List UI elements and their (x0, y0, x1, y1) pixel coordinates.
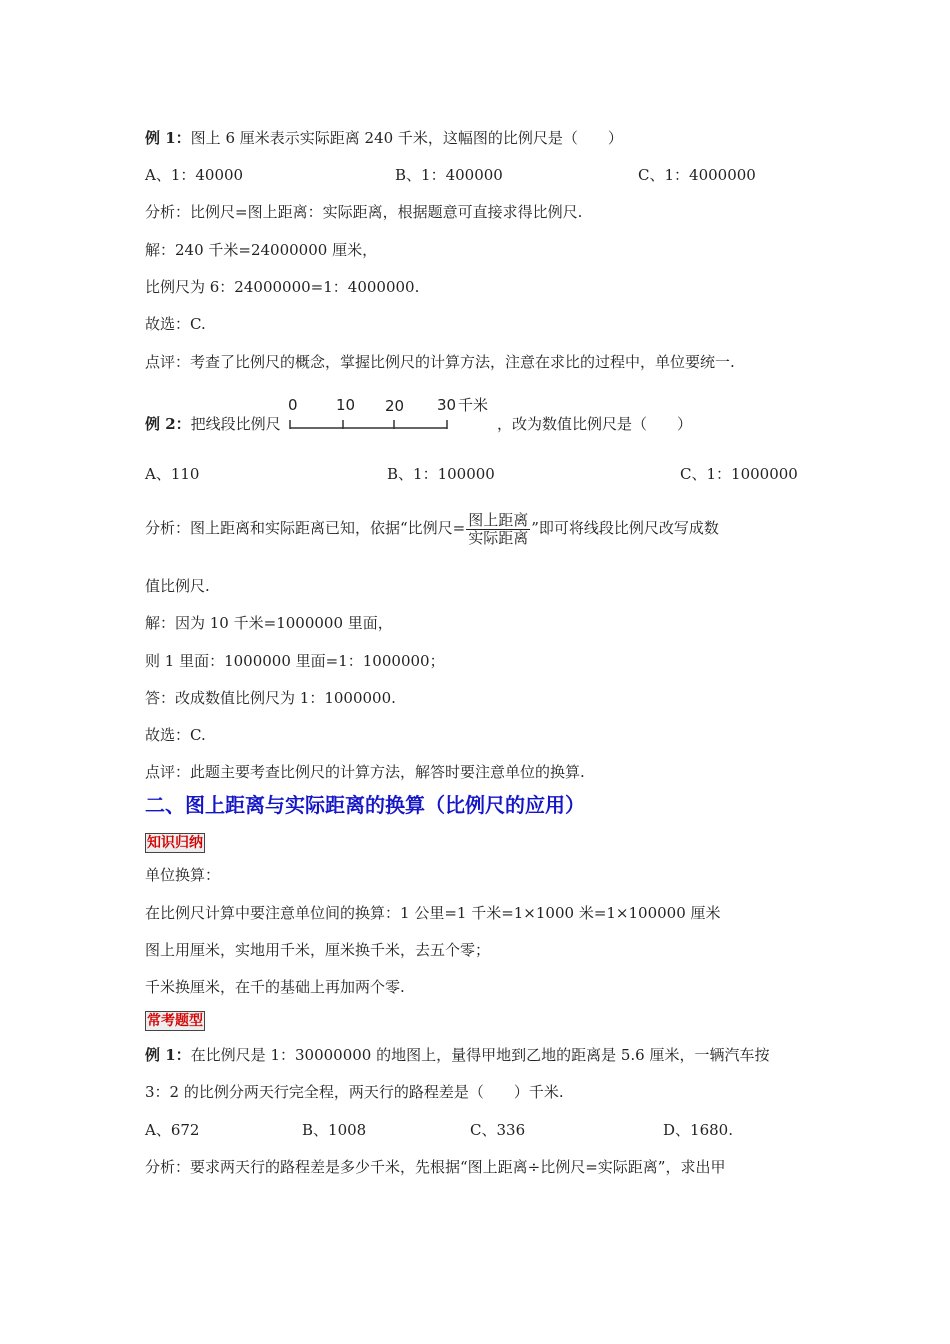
question-text: 在比例尺是 1：30000000 的地图上，量得甲地到乙地的距离是 5.6 厘米，一辆汽车按 (190, 1046, 770, 1064)
solution-line: 解：240 千米=24000000 厘米， (145, 241, 378, 259)
fraction-numerator: 图上距离 (468, 510, 529, 529)
example-label: 例 2： (145, 415, 191, 433)
analysis-text: 分析：比例尺=图上距离：实际距离，根据题意可直接求得比例尺. (145, 203, 583, 221)
option-a: A、1：40000 (145, 166, 244, 184)
analysis-text: 分析：要求两天行的路程差是多少千米，先根据“图上距离÷比例尺=实际距离”，求出甲 (145, 1158, 726, 1176)
scale-label-20: 20 (385, 397, 405, 415)
answer-choice: 故选：C. (145, 315, 206, 333)
option-c: C、1：4000000 (638, 166, 756, 184)
knowledge-line: 在比例尺计算中要注意单位间的换算：1 公里=1 千米=1×1000 米=1×100000 厘米 (145, 904, 721, 922)
example-1-question (145, 128, 623, 148)
option-b: B、1008 (302, 1121, 367, 1139)
scale-label-10: 10 (336, 396, 356, 414)
example-2-question (145, 414, 281, 434)
example-label: 例 1： (145, 129, 191, 147)
analysis-continuation: 值比例尺. (145, 577, 210, 595)
question-continuation: 3：2 的比例分两天行完全程，两天行的路程差是（ ）千米. (145, 1083, 564, 1101)
option-b: B、1：400000 (395, 166, 503, 184)
option-c: C、336 (470, 1121, 526, 1139)
answer-choice: 故选：C. (145, 726, 206, 744)
solution-line: 则 1 里面：1000000 里面=1：1000000； (145, 652, 445, 670)
knowledge-summary-tag: 知识归纳 (147, 835, 203, 851)
scale-label-30: 30 (437, 396, 457, 414)
scale-formula-fraction (466, 512, 530, 547)
analysis-suffix: ”即可将线段比例尺改写成数 (531, 519, 719, 537)
example-label: 例 1： (145, 1046, 191, 1064)
analysis-prefix: 分析：图上距离和实际距离已知，依据“比例尺= (145, 519, 466, 537)
scale-label-0: 0 (288, 396, 298, 414)
knowledge-line: 图上用厘米，实地用千米，厘米换千米，去五个零； (145, 941, 491, 959)
comment-text: 点评：此题主要考查比例尺的计算方法，解答时要注意单位的换算. (145, 763, 585, 781)
line-scale-figure (286, 396, 501, 436)
comment-text: 点评：考查了比例尺的概念，掌握比例尺的计算方法，注意在求比的过程中，单位要统一. (145, 353, 735, 371)
section-heading: 二、图上距离与实际距离的换算（比例尺的应用） (145, 793, 585, 817)
question-text: 把线段比例尺 (190, 415, 281, 433)
solution-line: 解：因为 10 千米=1000000 里面， (145, 614, 393, 632)
solution-line: 答：改成数值比例尺为 1：1000000. (145, 689, 396, 707)
fraction-denominator: 实际距离 (468, 528, 529, 547)
analysis-text (145, 510, 719, 547)
scale-unit-label: 千米 (458, 396, 489, 414)
common-questions-tag: 常考题型 (147, 1013, 203, 1029)
option-b: B、1：100000 (387, 465, 495, 483)
example-3-question (145, 1045, 770, 1065)
knowledge-line: 千米换厘米，在千的基础上再加两个零. (145, 978, 405, 996)
option-c: C、1：1000000 (680, 465, 798, 483)
question-suffix: ，改为数值比例尺是（ ） (497, 415, 693, 433)
knowledge-line: 单位换算： (145, 866, 221, 884)
question-text: 图上 6 厘米表示实际距离 240 千米，这幅图的比例尺是（ ） (190, 129, 623, 147)
option-a: A、672 (145, 1121, 200, 1139)
option-a: A、110 (145, 465, 200, 483)
solution-line: 比例尺为 6：24000000=1：4000000. (145, 278, 420, 296)
option-d: D、1680. (663, 1121, 733, 1139)
